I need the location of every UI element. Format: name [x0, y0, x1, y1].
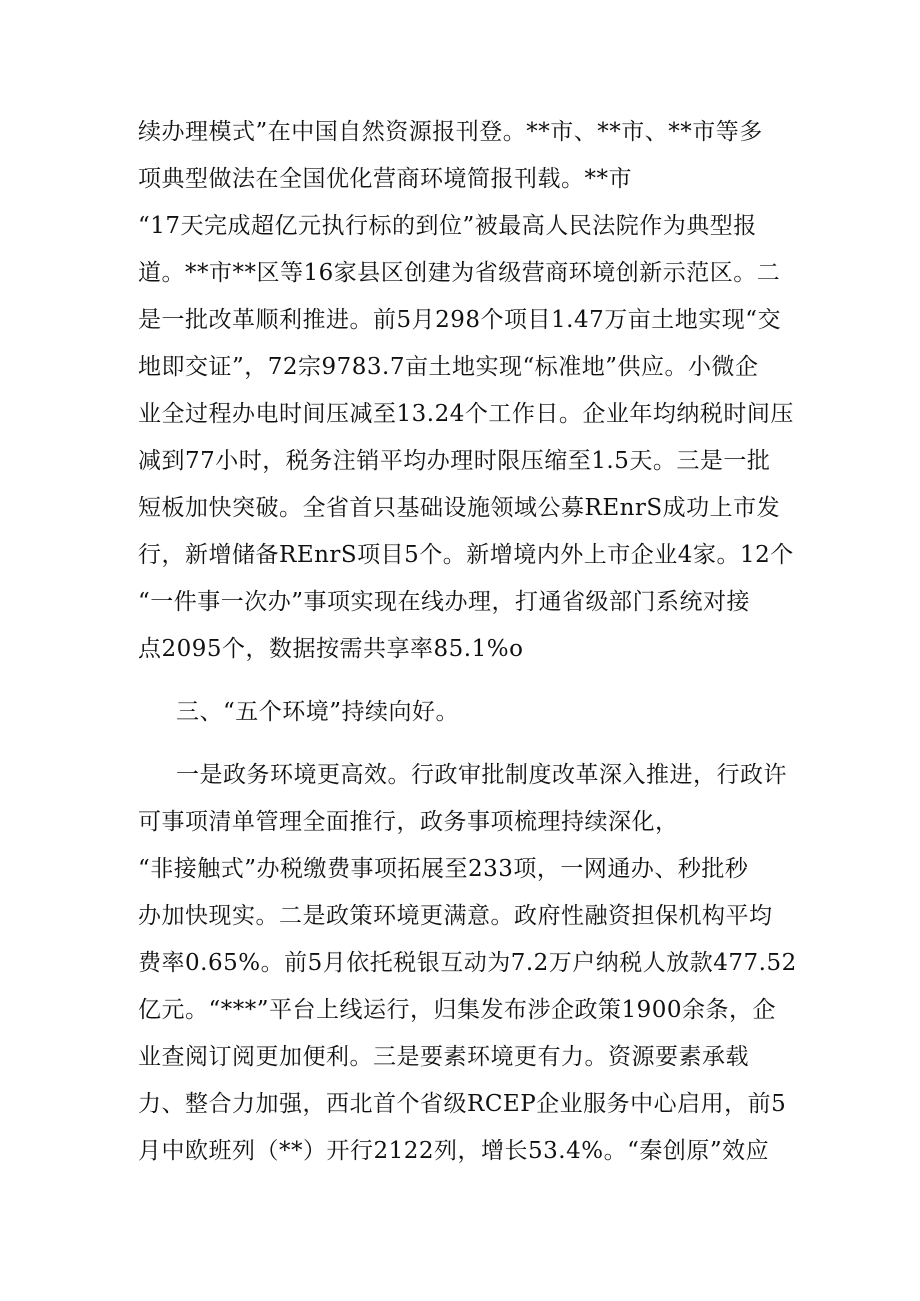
text-line: 短板加快突破。全省首只基础设施领域公募REnrS成功上市发: [138, 495, 781, 521]
section-heading: 三、“五个环境”持续向好。: [176, 699, 460, 725]
text-line: 是一批改革顺利推进。前5月298个项目1.47万亩土地实现“交: [138, 307, 782, 333]
text-line: “17天完成超亿元执行标的到位”被最高人民法院作为典型报: [138, 213, 757, 239]
text-line: 减到77小时，税务注销平均办理时限压缩至1.5天。三是一批: [138, 448, 771, 474]
text-line: 亿元。“***”平台上线运行，归集发布涉企政策1900余条，企: [138, 997, 777, 1023]
text-line: 业全过程办电时间压减至13.24个工作日。企业年均纳税时间压: [138, 401, 794, 427]
text-line: 办加快现实。二是政策环境更满意。政府性融资担保机构平均: [138, 903, 773, 929]
text-line: 项典型做法在全国优化营商环境简报刊载。**市: [138, 166, 632, 192]
text-line: 续办理模式”在中国自然资源报刊登。**市、**市、**市等多: [138, 119, 763, 145]
text-line: 地即交证”，72宗9783.7亩土地实现“标准地”供应。小微企: [138, 354, 759, 380]
text-line: 点2095个，数据按需共享率85.1%o: [138, 636, 524, 662]
text-line: “一件事一次办”事项实现在线办理，打通省级部门系统对接: [138, 589, 751, 615]
text-line: 业查阅订阅更加便利。三是要素环境更有力。资源要素承载: [138, 1044, 749, 1070]
text-line: 力、整合力加强，西北首个省级RCEP企业服务中心启用，前5: [138, 1091, 787, 1117]
text-line: 费率0.65%。前5月依托税银互动为7.2万户纳税人放款477.52: [138, 950, 797, 976]
paragraph-first-line: 一是政务环境更高效。行政审批制度改革深入推进，行政许: [176, 762, 787, 788]
text-line: 月中欧班列（**）开行2122列，增长53.4%。“秦创原”效应: [138, 1138, 770, 1164]
text-line: 行，新增储备REnrS项目5个。新增境内外上市企业4家。12个: [138, 542, 794, 568]
text-line: “非接触式”办税缴费事项拓展至233项，一网通办、秒批秒: [138, 856, 749, 882]
text-line: 可事项清单管理全面推行，政务事项梳理持续深化，: [138, 809, 679, 835]
text-line: 道。**市**区等16家县区创建为省级营商环境创新示范区。二: [138, 260, 781, 286]
